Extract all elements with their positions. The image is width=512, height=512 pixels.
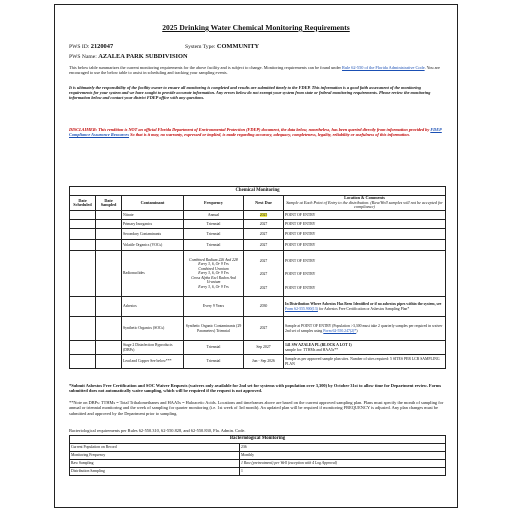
pws-name-label: PWS Name:	[69, 54, 97, 60]
system-type-label: System Type:	[185, 44, 216, 50]
responsibility-paragraph: It is ultimately the responsibility of the facility owner to ensure all monitoring is completed and results are submitted timely to the FDEP. This information is a good faith assessment of the monitoring requirements for your system and we have sought to provide accurate information. Any errors below do not exempt your system from state or federal monitoring requirements. Please review the monitoring information below and contact your district FDEP office with any questions.	[69, 85, 431, 101]
asbestos-text-b: for Asbestos Free Certification or Asbestos Sampling Plan*	[317, 306, 410, 311]
col-date-scheduled: Date Scheduled	[70, 196, 96, 211]
frequency-cell: Every 9 Years	[184, 297, 244, 317]
freq-line: Every 3, 6, Or 9 Yrs	[198, 284, 229, 289]
dbp-note: **Note on DBPs: TTHMs = Total Trihalomethanes and HAA5s = Haloacetic Acids. Locations and timeframes above are based on the current approved sampling plan. Plans must specify the month of sampling for annual or triennial monitoring and the week of sampling for quarter monitoring (i.e. 1st week of 3rd month). An updated plan will be required if monitoring FREQUENCY is adjusted. Any plan changes must be submitted and approved by the Department prior to sampling.	[69, 400, 444, 416]
due-line: 2027	[259, 272, 268, 277]
contaminant-cell: Stage 2 Disinfection Byproducts (DBPs)	[122, 341, 184, 355]
intro-paragraph	[69, 65, 445, 75]
pws-id-label: PWS ID:	[69, 44, 90, 50]
bacteriological-table	[69, 435, 446, 476]
due-line: 2027	[259, 285, 268, 290]
document-title: 2025 Drinking Water Chemical Monitoring Requirements	[162, 23, 350, 32]
chemical-table-caption: Chemical Monitoring	[70, 187, 446, 196]
location-cell: POINT OF ENTRY	[284, 229, 446, 240]
bact-label: Current Population on Record	[70, 444, 240, 452]
frequency-cell	[184, 251, 244, 297]
frequency-cell: Triennial	[184, 355, 244, 369]
bact-table-caption: Bacteriological Monitoring	[70, 436, 446, 444]
pws-id-value: 2120047	[90, 43, 114, 50]
frequency-cell: Triennial	[184, 240, 244, 251]
next-due-cell	[244, 251, 284, 297]
contaminant-cell: Volatile Organics (VOCs)	[122, 240, 184, 251]
frequency-cell: Synthetic Organic Contaminants (29 Parameters) Triennial	[184, 317, 244, 341]
location-cell	[284, 341, 446, 355]
asbestos-soc-note: *Submit Asbestos Free Certification and SOC Waiver Requests (waivers only available for 2nd set for systems with population over 3,300) by October 31st to allow time for Department review. Forms submitted does not automatically waive sampling, which will be required if the request is not approved.	[69, 383, 442, 394]
pws-name-line	[69, 53, 188, 60]
system-type-value: COMMUNITY	[216, 43, 260, 50]
freq-line: Every 3, 6, Or 9 Yrs	[198, 271, 229, 276]
disclaimer-text-a: DISCLAIMER: This rendition is NOT an official Florida Department of Environmental Protection (FDEP) document, the data below, nonetheless, has been queried directly from information provided by	[69, 127, 431, 132]
chemical-monitoring-table	[69, 186, 446, 369]
contaminant-cell: Synthetic Organics (SOCs)	[122, 317, 184, 341]
bact-value: 1	[240, 468, 446, 476]
location-cell	[284, 317, 446, 341]
soc-text-a: Sample at POINT OF ENTRY (Population >3,300 must take 2 quarterly samples per required in waiver 2nd set of samples using	[285, 324, 443, 333]
table-row	[70, 211, 446, 220]
next-due-highlight: 2025	[259, 212, 268, 217]
loc-line: POINT OF ENTRY	[285, 258, 316, 263]
col-frequency: Frequency	[184, 196, 244, 211]
table-row	[70, 452, 446, 460]
table-row	[70, 317, 446, 341]
col-location-title: Location & Comments	[344, 195, 385, 201]
bacteriological-note: Bacteriological requirements per Rules 62-550.310, 62-550.828, and 62-550.830, Fla. Admin. Code.	[69, 428, 246, 433]
freq-line: Gross Alpha Excl Radon And Uranium	[191, 275, 236, 285]
bact-label: Raw Sampling	[70, 460, 240, 468]
next-due-cell: 2027	[244, 229, 284, 240]
frequency-cell: Triennial	[184, 220, 244, 229]
col-date-sampled: Date Sampled	[96, 196, 122, 211]
contaminant-cell: Secondary Contaminants	[122, 229, 184, 240]
loc-line: POINT OF ENTRY	[285, 272, 316, 277]
contaminant-cell: Radionuclides	[122, 251, 184, 297]
table-row	[70, 468, 446, 476]
table-row	[70, 341, 446, 355]
col-location	[284, 196, 446, 211]
pws-name-value: AZALEA PARK SUBDIVISION	[98, 53, 188, 60]
asbestos-text-a: In Distribution Where Asbestos Has Been Identified or if no asbestos pipes within the system, see	[285, 302, 442, 307]
col-location-subtitle: Sample at Each Point of Entry to the distribution. (Raw/Well samples will not be accepted for compliance)	[286, 199, 443, 210]
soc-text-b: )	[356, 328, 358, 333]
table-row	[70, 251, 446, 297]
col-next-due: Next Due	[244, 196, 284, 211]
bact-value: 1 Raw (pretreatment) per Well (exception with 4 Log Approval)	[240, 460, 446, 468]
pws-id-line	[69, 43, 449, 50]
table-row	[70, 229, 446, 240]
intro-text-b: . You are encouraged to use the below table to assist in scheduling and tracking your sampling events.	[69, 65, 440, 76]
location-cell: POINT OF ENTRY	[284, 220, 446, 229]
contaminant-cell: Primary Inorganics	[122, 220, 184, 229]
freq-line: Every 3, 6, Or 9 Yrs	[198, 262, 229, 267]
table-row	[70, 460, 446, 468]
table-row	[70, 220, 446, 229]
next-due-cell: 2027	[244, 240, 284, 251]
col-contaminant: Contaminant	[122, 196, 184, 211]
rule-link[interactable]: Rule 62-550 of the Florida Administrative Code	[342, 65, 425, 70]
asbestos-form-link[interactable]: Form 62-555.900(13)	[285, 306, 318, 311]
contaminant-cell: Lead and Copper See below***	[122, 355, 184, 369]
bact-label: Monitoring Frequency	[70, 452, 240, 460]
disclaimer-paragraph	[69, 127, 445, 137]
disclaimer-text-b: So that is it may, no warranty, expressed or implied, is made regarding accuracy, adequacy, completeness, legality, reliability or usefulness of this information.	[129, 132, 410, 138]
dbp-sample-for: sample for: TTHMs and HAA5s**	[285, 347, 339, 352]
bact-value: 236	[240, 444, 446, 452]
table-row	[70, 297, 446, 317]
next-due-cell: 2030	[244, 297, 284, 317]
due-line: 2027	[259, 258, 268, 263]
contaminant-cell: Asbestos	[122, 297, 184, 317]
freq-line: Combined Radium 226 And 228	[189, 258, 238, 263]
table-row	[70, 240, 446, 251]
intro-text-a: This below table summarizes the current monitoring requirements for the above facility and is subject to change. Monitoring requirements can be found under	[69, 65, 343, 70]
frequency-cell: Annual	[184, 211, 244, 220]
bact-value: Monthly	[240, 452, 446, 460]
soc-form-link[interactable]: Form 62-550.247(2)*	[323, 328, 357, 333]
table-row	[70, 355, 446, 369]
loc-line: POINT OF ENTRY	[285, 285, 316, 290]
next-due-cell: 2027	[244, 220, 284, 229]
frequency-cell: Triennial	[184, 229, 244, 240]
table-row	[70, 444, 446, 452]
location-cell: POINT OF ENTRY	[284, 240, 446, 251]
fdep-resources-link[interactable]: FDEP Compliance Assurance Resources	[69, 127, 442, 138]
next-due-cell: Sep 2027	[244, 341, 284, 355]
bact-label: Distribution Sampling	[70, 468, 240, 476]
next-due-cell	[244, 211, 284, 220]
location-cell	[284, 297, 446, 317]
dbp-site: 141 SW AZALEA PL (BLOCK A LOT 1)	[285, 343, 352, 348]
next-due-cell: 2027	[244, 317, 284, 341]
location-cell: POINT OF ENTRY	[284, 211, 446, 220]
frequency-cell: Triennial	[184, 341, 244, 355]
system-type	[185, 43, 259, 50]
contaminant-cell: Nitrate	[122, 211, 184, 220]
next-due-cell: Jun - Sep 2026	[244, 355, 284, 369]
document-page	[54, 4, 458, 508]
freq-line: Combined Uranium	[198, 266, 229, 271]
location-cell	[284, 251, 446, 297]
location-cell: Sample as per approved sample plan sites. Number of sites required: 5 SITES PER LCR SAMPLING PLAN	[284, 355, 446, 369]
